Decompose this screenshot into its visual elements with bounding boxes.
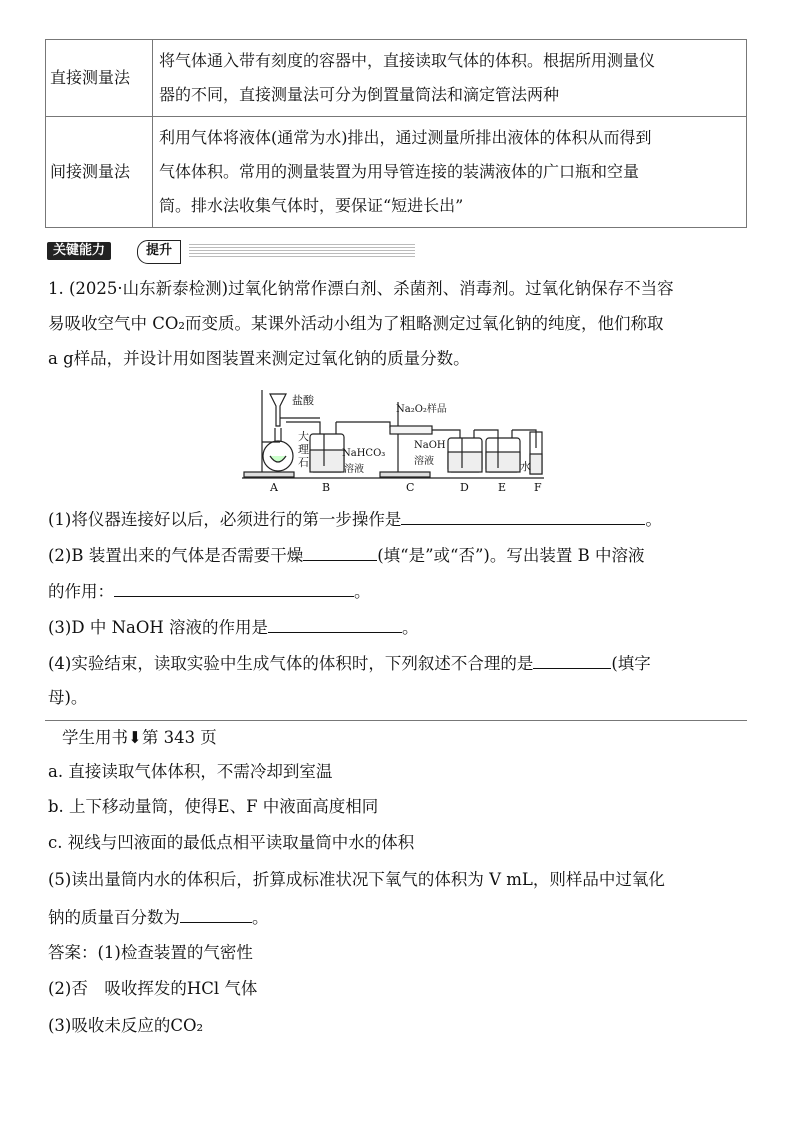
answer-blank[interactable] — [268, 614, 402, 633]
label-naoh-solution: 溶液 — [414, 456, 434, 467]
label-sample: Na₂O₂样品 — [396, 404, 447, 415]
label-d: D — [460, 481, 469, 494]
question-4-cont: 母)。 — [48, 688, 88, 707]
page-divider — [45, 720, 747, 721]
q3-text: (3)D 中 NaOH 溶液的作用是 — [48, 618, 269, 637]
label-marble: 石 — [298, 456, 309, 469]
q4-text: (填字 — [611, 654, 651, 673]
punct: 。 — [354, 582, 371, 601]
measurement-methods-table — [45, 39, 747, 228]
q5-text: 钠的质量百分数为 — [48, 908, 180, 927]
banner-decoration — [189, 244, 415, 258]
banner-label: 关键能力 — [47, 242, 111, 260]
table-row — [46, 40, 747, 117]
punct: 。 — [402, 618, 419, 637]
question-5-cont — [48, 904, 746, 930]
answer-line: (2)否 吸收挥发的HCl 气体 — [48, 979, 258, 998]
punct: 。 — [645, 510, 662, 529]
option-a: a. 直接读取气体体积，不需冷却到室温 — [48, 762, 333, 781]
question-intro-line: 1. (2025·山东新泰检测)过氧化钠常作漂白剂、杀菌剂、消毒剂。过氧化钠保存不当容 — [48, 279, 674, 298]
desc-line: 利用气体将液体(通常为水)排出，通过测量所排出液体的体积从而得到 — [159, 128, 652, 147]
label-marble: 理 — [298, 443, 309, 456]
answer-blank[interactable] — [180, 904, 252, 923]
label-b: B — [322, 481, 331, 494]
desc-line: 筒。排水法收集气体时，要保证“短进长出” — [159, 196, 464, 215]
label-marble: 大 — [298, 430, 309, 443]
q2-text: 的作用： — [48, 582, 114, 601]
answer-blank[interactable] — [303, 542, 377, 561]
answer-line: 答案：(1)检查装置的气密性 — [48, 943, 253, 962]
label-c: C — [406, 481, 415, 494]
apparatus-diagram — [240, 388, 552, 496]
punct: 。 — [252, 908, 269, 927]
label-nahco3: NaHCO₃ — [342, 448, 386, 459]
question-intro-line: 易吸收空气中 CO₂而变质。某课外活动小组为了粗略测定过氧化钠的纯度，他们称取 — [48, 314, 664, 333]
banner-label-suffix: 提升 — [137, 240, 181, 264]
question-intro-line: a g样品，并设计用如图装置来测定过氧化钠的质量分数。 — [48, 349, 470, 368]
method-description — [153, 40, 747, 117]
answer-blank[interactable] — [533, 650, 611, 669]
question-4 — [48, 650, 746, 676]
q2-text: (填“是”或“否”)。写出装置 B 中溶液 — [377, 546, 645, 565]
label-nahco3-solution: 溶液 — [344, 464, 364, 475]
method-name: 间接测量法 — [46, 117, 153, 228]
desc-line: 器的不同，直接测量法可分为倒置量筒法和滴定管法两种 — [159, 85, 560, 104]
desc-line: 将气体通入带有刻度的容器中，直接读取气体的体积。根据所用测量仪 — [159, 51, 656, 70]
option-c: c. 视线与凹液面的最低点相平读取量筒中水的体积 — [48, 833, 415, 852]
label-water: 水 — [520, 460, 531, 473]
q4-text: (4)实验结束，读取实验中生成气体的体积时，下列叙述不合理的是 — [48, 654, 534, 673]
question-1 — [48, 506, 746, 532]
q2-text: (2)B 装置出来的气体是否需要干燥 — [48, 546, 304, 565]
question-2-cont — [48, 578, 746, 604]
question-2 — [48, 542, 746, 568]
label-f: F — [534, 481, 542, 494]
question-5: (5)读出量筒内水的体积后，折算成标准状况下氧气的体积为 V mL，则样品中过氧化 — [48, 870, 665, 889]
method-name: 直接测量法 — [46, 40, 153, 117]
label-naoh: NaOH — [414, 440, 446, 451]
answer-line: (3)吸收未反应的CO₂ — [48, 1016, 204, 1035]
table-row — [46, 117, 747, 228]
option-b: b. 上下移动量筒，使得E、F 中液面高度相同 — [48, 797, 379, 816]
answer-blank[interactable] — [114, 578, 354, 597]
page-reference: 学生用书⬇第 343 页 — [62, 728, 217, 747]
label-acid: 盐酸 — [292, 394, 314, 407]
q1-text: (1)将仪器连接好以后，必须进行的第一步操作是 — [48, 510, 402, 529]
label-e: E — [498, 481, 507, 494]
section-banner — [47, 240, 377, 262]
question-3 — [48, 614, 746, 640]
label-a: A — [270, 481, 278, 494]
answer-blank[interactable] — [401, 506, 645, 525]
method-description — [153, 117, 747, 228]
desc-line: 气体体积。常用的测量装置为用导管连接的装满液体的广口瓶和空量 — [159, 162, 640, 181]
